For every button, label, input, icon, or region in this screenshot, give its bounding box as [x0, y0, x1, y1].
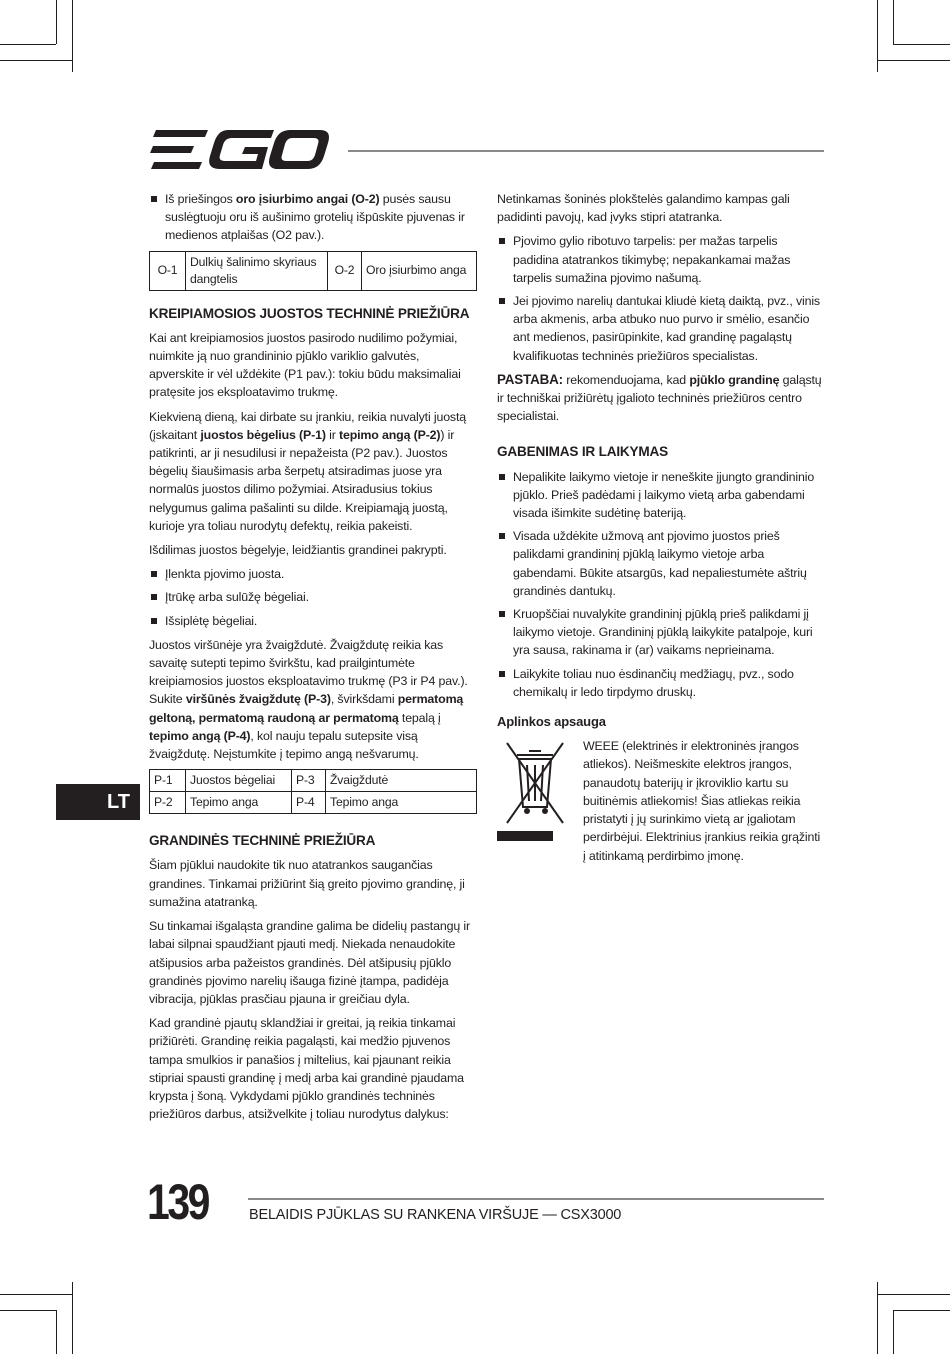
bold-text: viršūnės žvaigždutę (P-3)	[185, 692, 331, 707]
bold-text: tepimo angą (P-2)	[339, 427, 441, 442]
paragraph: Kai ant kreipiamosios juostos pasirodo nudilimo požymiai, nuimkite ją nuo grandininio pjūklo variklio galvutės, apverskite ir vėl uždėkite (P1 pav.): tokiu būdu maksimaliai pratęsite jos eksploatavimo trukmę.	[149, 330, 461, 400]
text: , švirkšdami	[330, 692, 398, 707]
table-cell-label: Tepimo anga	[186, 792, 292, 814]
legend-table-o	[149, 251, 477, 291]
text: Iš priešingos	[165, 192, 236, 206]
text: Įlenkta pjovimo juosta.	[165, 567, 285, 582]
text: galąstų ir techniškai prižiūrėtų įgalioto techninės priežiūros centro specialistai.	[497, 372, 822, 424]
table-cell-label: Žvaigždutė	[326, 770, 477, 792]
crop-mark	[877, 0, 878, 72]
crop-mark	[877, 1282, 878, 1354]
paragraph: Netinkamas šoninės plokštelės galandimo kampas gali padidinti pavojų, kad įvyks stipri atatranka.	[497, 192, 790, 225]
bold-text: permatomą geltoną, permatomą raudoną ar permatomą	[149, 692, 464, 725]
weee-block	[497, 737, 825, 870]
crop-mark	[893, 0, 894, 44]
paragraph: Su tinkamai išgaląsta grandine galima be didelių pastangų ir labai silpnai spaudžiant pjauti medį. Niekada nenaudokite atšipusios arba pažeistos grandinės. Dėl atšipusių pjūklo grandinės pjovimo narelių išauga fizinė įtampa, padidėja vibracija, pjūklas prasčiau pjauna ir greičiau dyla.	[149, 919, 470, 1006]
footer-title: BELAIDIS PJŪKLAS SU RANKENA VIRŠUJE — CSX3000	[249, 1207, 622, 1223]
ego-logo	[150, 130, 330, 170]
bold-text: oro įsiurbimo angai (O-2)	[235, 192, 380, 206]
bold-text: tepimo angą (P-4)	[149, 728, 251, 743]
list-item	[497, 527, 825, 600]
crop-mark	[893, 1310, 894, 1354]
bullet-square-icon	[499, 671, 505, 677]
bullet-square-icon	[499, 298, 505, 304]
crop-mark	[72, 1282, 73, 1354]
text: Įtrūkę arba sulūžę bėgeliai.	[165, 590, 309, 605]
list-item	[497, 605, 825, 660]
text: Nepalikite laikymo vietoje ir neneškite įjungto grandininio pjūklo. Prieš padėdami į laikymo vietą arba gabendami visada išimkite sudėtinę bateriją.	[513, 469, 815, 521]
storage-bullet-list	[497, 468, 825, 701]
language-tab: LT	[56, 784, 140, 820]
crop-mark	[893, 44, 950, 45]
table-cell-code: O-2	[328, 251, 362, 290]
list-item	[497, 468, 825, 523]
list-item	[149, 190, 477, 245]
crop-mark	[56, 0, 57, 44]
text: , kol nauju tepalu sutepsite visą žvaigždutę. Neįstumkite į tepimo angą nešvarumų.	[149, 728, 419, 762]
text: Laikykite toliau nuo ėsdinančių medžiagų, pvz., sodo chemikalų ir ledo tirpdymo druskų.	[513, 666, 794, 699]
table-cell-label: Juostos bėgeliai	[186, 770, 292, 792]
note-label: PASTABA:	[497, 371, 563, 387]
list-item	[497, 665, 825, 701]
text: ) ir patikrinti, ar ji nesudilusi ir nepažeista (P2 pav.). Juostos bėgelių šiaušimasis arba šerpetų atsiradimas juose yra normalūs juostos dilimo požymiai. Atsiradusius tokius nelygumus galima pašalinti su dilde. Kreipiamąją juostą, kurioje yra toliau nurodytų defektų, reikia pakeisti.	[149, 427, 455, 533]
bullet-square-icon	[151, 594, 157, 600]
crop-mark	[0, 1294, 72, 1295]
crop-mark	[877, 60, 950, 61]
list-item	[149, 565, 477, 583]
text: rekomenduojama, kad	[563, 372, 690, 387]
left-column	[149, 190, 477, 1129]
paragraph: Šiam pjūklui naudokite tik nuo atatrankos saugančias grandines. Tinkamai prižiūrint šią greito pjovimo grandinę, ji sumažina atatranką.	[149, 858, 465, 909]
list-item	[497, 292, 825, 365]
text: ir	[325, 427, 339, 442]
bold-text: juostos bėgelius (P-1)	[200, 427, 326, 442]
text: tepalą į	[398, 710, 441, 725]
page-number: 139	[147, 1174, 209, 1230]
paragraph	[149, 408, 477, 535]
text: Kiekvieną dieną, kai dirbate su įrankiu, reikia nuvalyti juostą (įskaitant	[149, 409, 467, 442]
right-column	[497, 190, 825, 871]
paragraph: Kad grandinė pjautų sklandžiai ir greitai, ją reikia tinkamai prižiūrėti. Grandinę reikia pagaląsti, kai medžio pjuvenos tampa smulkios ir panašios į miltelius, kai pjaunant reikia stipriai spausti grandinę į medį arba kai grandinė pjaudama krypsta į šoną. Vykdydami pjūklo grandinės techninės priežiūros darbus, atsižvelkite į toliau nurodytus dalykus:	[149, 1016, 464, 1122]
table-cell-code: P-3	[292, 770, 326, 792]
bullet-square-icon	[151, 618, 157, 624]
bold-text: pjūklo grandinę	[689, 372, 780, 387]
section-heading: GABENIMAS IR LAIKYMAS	[497, 444, 669, 460]
text: Visada uždėkite užmovą ant pjovimo juostos prieš palikdami grandininį pjūklą laikymo vietoje arba gabendami. Būkite atsargūs, kad nepaliestumėte aštrių grandinės dantukų.	[513, 529, 807, 598]
paragraph: Išdilimas juostos bėgelyje, leidžiantis grandinei pakrypti.	[149, 543, 447, 558]
footer-rule	[248, 1198, 824, 1200]
text: Pjovimo gylio ribotuvo tarpelis: per mažas tarpelis padidina atatrankos tikimybę; nepakankamai mažas tarpelis sumažina pjovimo našumą.	[513, 234, 791, 285]
text: pusės sausu suslėgtuoju oru iš aušinimo grotelių išpūskite pjuvenas ir medienos atplaišas (O2 pav.).	[165, 192, 465, 243]
text: Jei pjovimo narelių dantukai kliudė kietą daiktą, pvz., vinis arba akmenis, arba atbuko nuo purvo ir smėlio, esančio ant medienos, pasirūpinkite, kad grandinę pagaląstų kvalifikuotas techninės priežiūros specialistas.	[513, 294, 820, 363]
bullet-square-icon	[499, 238, 505, 244]
weee-text: WEEE (elektrinės ir elektroninės įrangos atliekos). Neišmeskite elektros įrangos, panaudotų baterijų ir įkroviklio kartu su buitinėmis atliekomis! Šias atliekas reikia pristatyti į jų surinkimo vietą ar įgaliotam perdirbėjui. Elektrinius įrankius reikia grąžinti į atitinkamą perdirbimo įmonę.	[583, 739, 821, 863]
legend-table-p	[149, 769, 477, 814]
bullet-square-icon	[151, 196, 157, 202]
section-heading: KREIPIAMOSIOS JUOSTOS TECHNINĖ PRIEŽIŪRA	[149, 305, 470, 321]
sharpening-bullet-list	[497, 232, 825, 364]
table-row	[150, 792, 477, 814]
note-paragraph	[497, 371, 825, 426]
table-row	[150, 770, 477, 792]
crop-mark	[0, 1310, 56, 1311]
crop-mark	[877, 1294, 950, 1295]
table-cell-label: Dulkių šalinimo skyriaus dangtelis	[186, 251, 328, 290]
bullet-square-icon	[151, 571, 157, 577]
table-cell-label: Oro įsiurbimo anga	[362, 251, 477, 290]
list-item	[149, 588, 477, 606]
bullet-square-icon	[499, 611, 505, 617]
crop-mark	[893, 1310, 950, 1311]
crossed-bin-icon	[497, 737, 573, 870]
crop-mark	[0, 44, 56, 45]
list-item	[149, 612, 477, 630]
list-item	[497, 232, 825, 287]
table-cell-code: P-2	[150, 792, 186, 814]
crop-mark	[56, 1310, 57, 1354]
defect-bullet-list	[149, 565, 477, 630]
crop-mark	[0, 60, 72, 61]
table-row	[150, 251, 477, 290]
bullet-square-icon	[499, 533, 505, 539]
paragraph	[149, 636, 477, 763]
table-cell-code: P-1	[150, 770, 186, 792]
text: Kruopščiai nuvalykite grandininį pjūklą prieš palikdami jį laikymo vietoje. Grandininį pjūklą laikykite patalpoje, kuri yra sausa, rakinama ir (ar) vaikams neprieinama.	[513, 607, 813, 658]
header-rule	[348, 150, 824, 152]
section-heading: Aplinkos apsauga	[497, 714, 606, 730]
text: Išsiplėtę bėgeliai.	[165, 613, 258, 628]
table-cell-label: Tepimo anga	[326, 792, 477, 814]
intro-bullet-list	[149, 190, 477, 245]
crop-mark	[72, 0, 73, 72]
text: Juostos viršūnėje yra žvaigždutė. Žvaigždutę reikia kas savaitę sutepti tepimo švirkštu, kad prailgintumėte kreipiamosios juostos eksploatavimo trukmę (P3 ir P4 pav.). Sukite	[149, 637, 468, 707]
section-heading: GRANDINĖS TECHNINĖ PRIEŽIŪRA	[149, 833, 376, 849]
bullet-square-icon	[499, 474, 505, 480]
table-cell-code: O-1	[150, 251, 186, 290]
table-cell-code: P-4	[292, 792, 326, 814]
